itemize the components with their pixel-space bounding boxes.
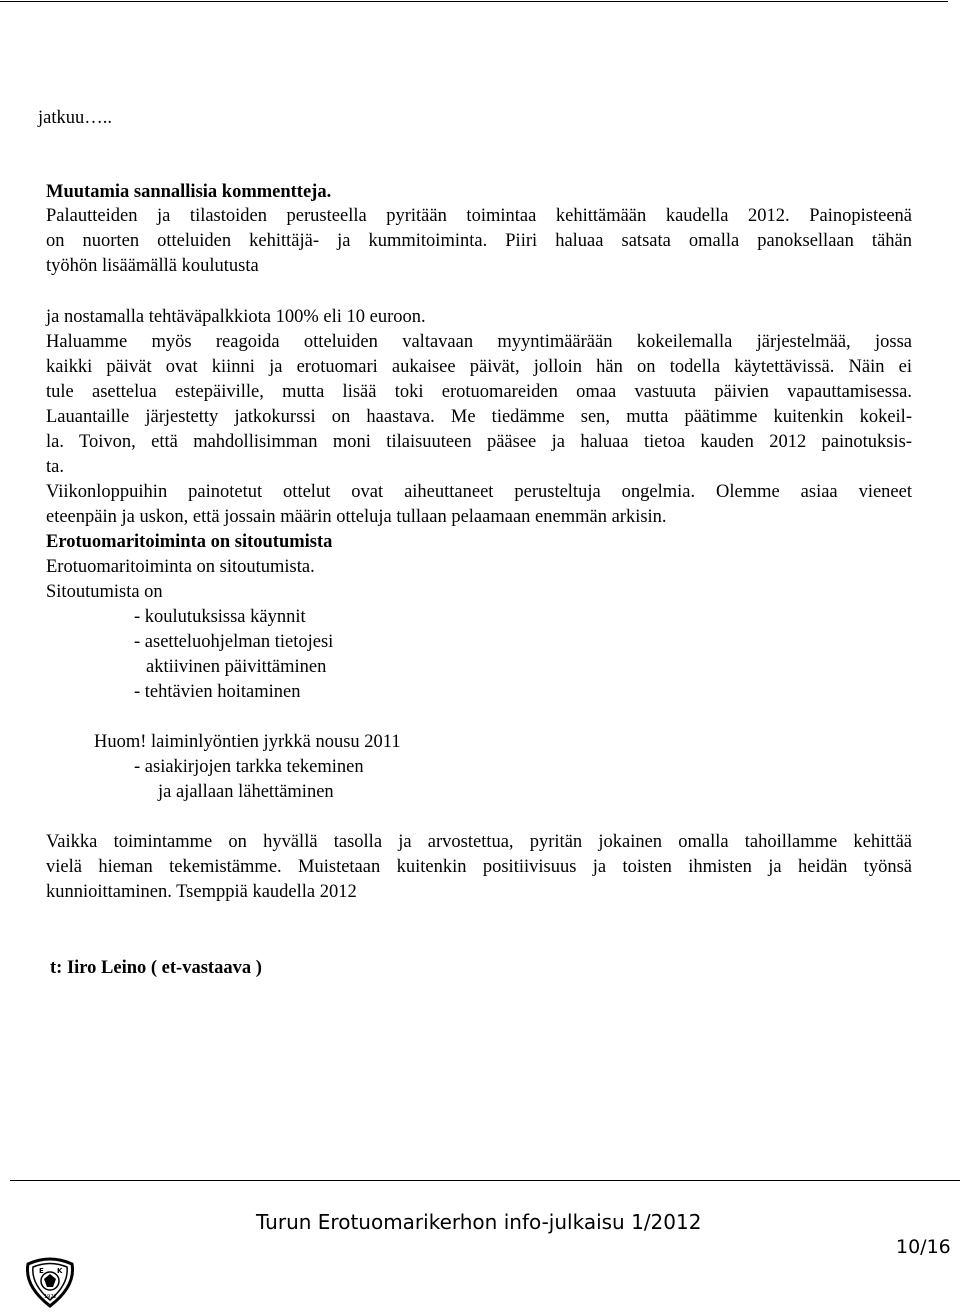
signature: t: Iiro Leino ( et-vastaava ): [50, 958, 262, 978]
svg-text:E: E: [39, 1267, 44, 1275]
svg-text:1922: 1922: [44, 1294, 57, 1300]
list-item: - koulutuksissa käynnit: [134, 607, 306, 627]
list-item: aktiivinen päivittäminen: [146, 657, 327, 677]
paragraph-line: Haluamme myös reagoida otteluiden valtavaan myyntimäärään kokeilemalla järjestelmää, jossa: [46, 332, 912, 352]
section-heading-comments: Muutamia sannallisia kommentteja.: [46, 182, 332, 202]
list-item: - asetteluohjelman tietojesi: [134, 632, 334, 652]
club-emblem-icon: [22, 1252, 78, 1308]
paragraph-line: työhön lisäämällä koulutusta: [46, 256, 259, 276]
paragraph-line: Lauantaille järjestetty jatkokurssi on haastava. Me tiedämme sen, mutta päätimme kuitenkin kokeil-: [46, 407, 912, 427]
paragraph-line: eteenpäin ja uskon, että jossain määrin otteluja tullaan pelaamaan enemmän arkisin.: [46, 507, 667, 527]
commitment-intro: Sitoutumista on: [46, 582, 163, 602]
section-heading-commitment: Erotuomaritoiminta on sitoutumista: [46, 532, 333, 552]
paragraph-line: tule asettelua estepäiville, mutta lisää toki erotuomareiden omaa vastuuta päivien vapauttamisessa.: [46, 382, 912, 402]
paragraph-line: kaikki päivät ovat kiinni ja erotuomari aukaisee päivät, jolloin hän on todella käytettävissä. Näin ei: [46, 357, 912, 377]
footer-rule: [10, 1180, 960, 1181]
paragraph-line: ja nostamalla tehtäväpalkkiota 100% eli 10 euroon.: [46, 307, 426, 327]
paragraph-line: Viikonloppuihin painotetut ottelut ovat aiheuttaneet perusteltuja ongelmia. Olemme asiaa vieneet: [46, 482, 912, 502]
svg-text:K: K: [57, 1267, 63, 1275]
continued-note: jatkuu…..: [38, 108, 112, 128]
paragraph-line: Palautteiden ja tilastoiden perusteella pyritään toimintaa kehittämään kaudella 2012. Painopisteenä: [46, 206, 912, 226]
list-item: - tehtävien hoitaminen: [134, 682, 301, 702]
header-rule: [0, 1, 948, 2]
paragraph-line: ta.: [46, 457, 64, 477]
note-line: Huom! laiminlyöntien jyrkkä nousu 2011: [94, 732, 401, 752]
page-number: 10/16: [896, 1236, 951, 1258]
paragraph-line: on nuorten otteluiden kehittäjä- ja kummitoiminta. Piiri haluaa satsata omalla panoksellaan tähän: [46, 231, 912, 251]
note-line: - asiakirjojen tarkka tekeminen: [134, 757, 364, 777]
closing-line: vielä hieman tekemistämme. Muistetaan kuitenkin positiivisuus ja toisten ihmisten ja heidän työnsä: [46, 857, 912, 877]
note-line: ja ajallaan lähettäminen: [158, 782, 334, 802]
section-lead: Erotuomaritoiminta on sitoutumista.: [46, 557, 315, 577]
footer-publication: Turun Erotuomarikerhon info-julkaisu 1/2012: [256, 1210, 702, 1234]
closing-line: Vaikka toimintamme on hyvällä tasolla ja arvostettua, pyritän jokainen omalla tahoillamme kehittää: [46, 832, 912, 852]
closing-line: kunnioittaminen. Tsemppiä kaudella 2012: [46, 882, 357, 902]
paragraph-line: la. Toivon, että mahdollisimman moni tilaisuuteen pääsee ja haluaa tietoa kauden 2012 painotuksis-: [46, 432, 912, 452]
